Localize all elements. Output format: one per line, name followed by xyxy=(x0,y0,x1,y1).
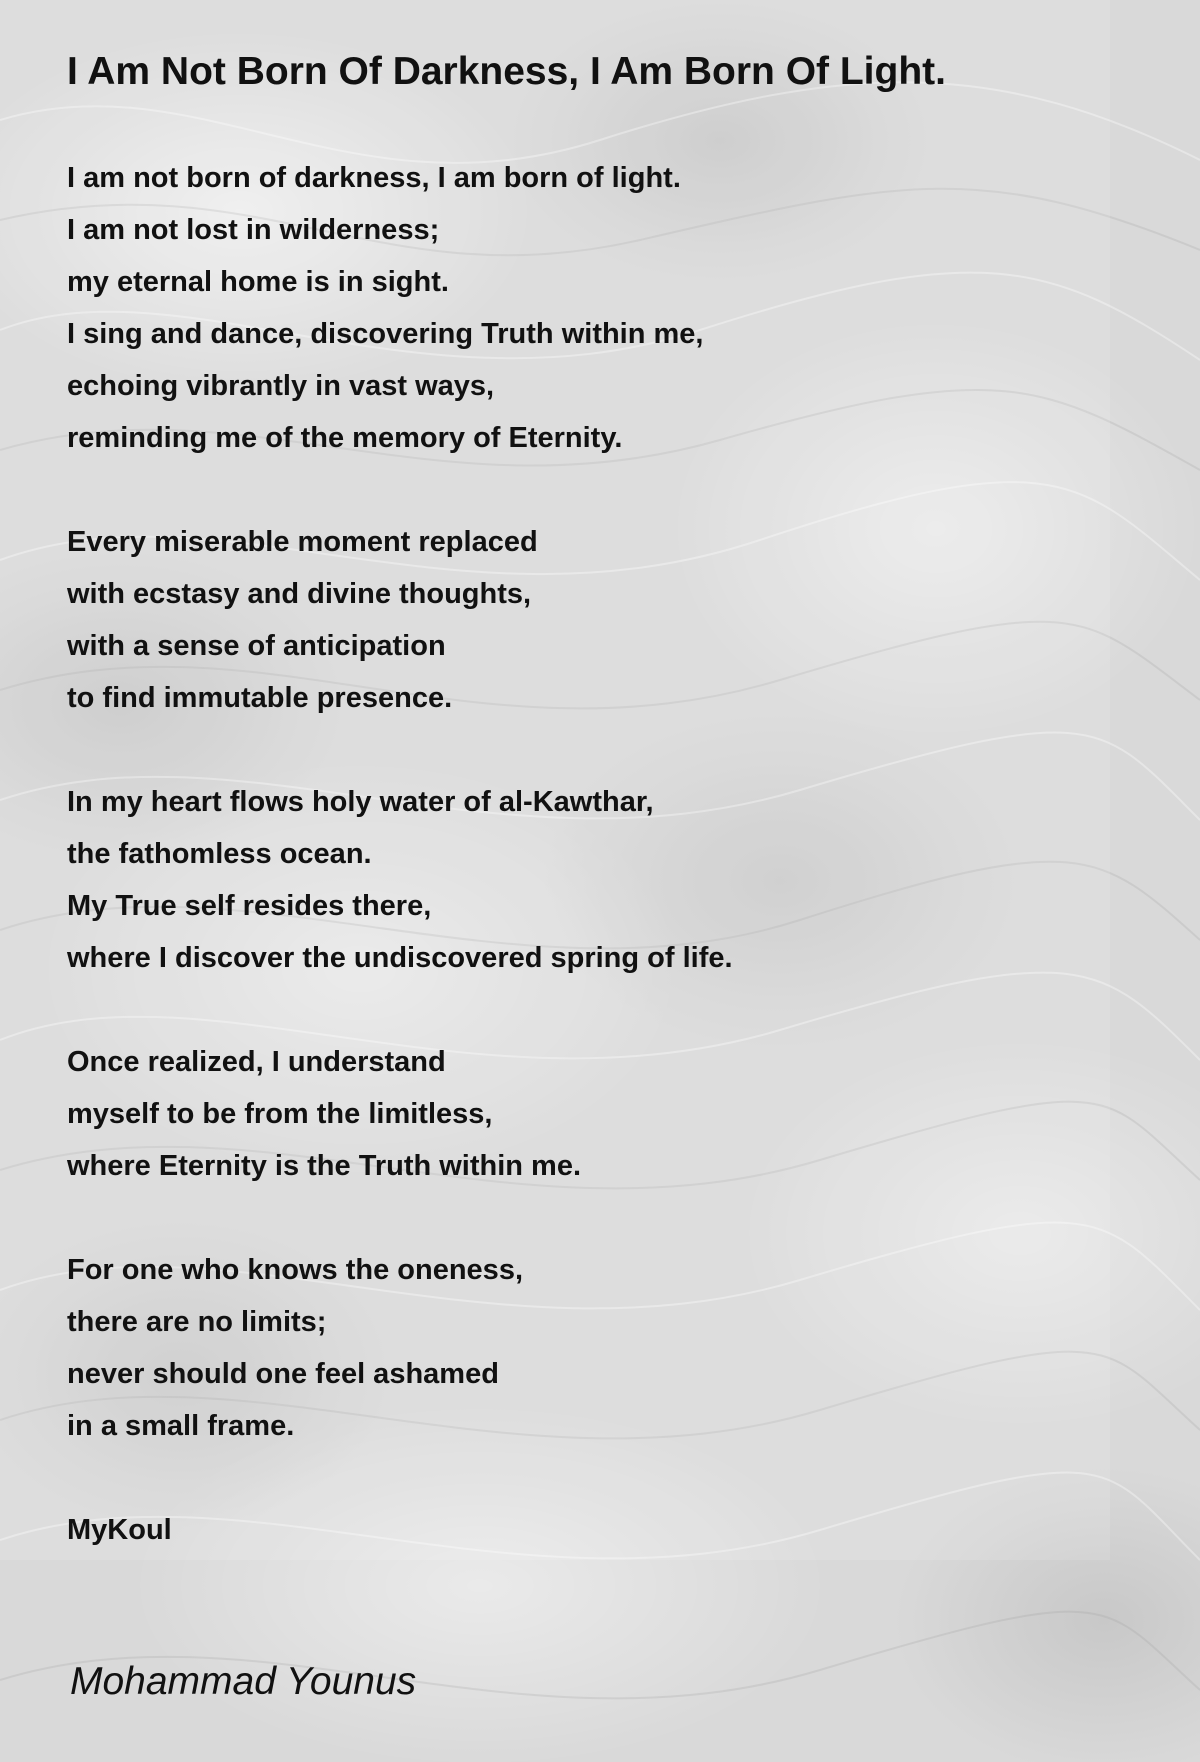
poem-title: I Am Not Born Of Darkness, I Am Born Of Light. xyxy=(67,50,946,93)
poem-line: in a small frame. xyxy=(67,1410,295,1442)
poem-line: echoing vibrantly in vast ways, xyxy=(67,370,495,402)
poem-line: the fathomless ocean. xyxy=(67,838,372,870)
poem-line: My True self resides there, xyxy=(67,890,432,922)
poem-line: Once realized, I understand xyxy=(67,1046,446,1078)
poem-line: my eternal home is in sight. xyxy=(67,266,449,298)
poem-signature: MyKoul xyxy=(67,1514,172,1546)
poem-line: where Eternity is the Truth within me. xyxy=(67,1150,582,1182)
poem-line: For one who knows the oneness, xyxy=(67,1254,523,1286)
poem-line: there are no limits; xyxy=(67,1306,327,1338)
stanza xyxy=(67,1036,733,1192)
poem-line: I sing and dance, discovering Truth within me, xyxy=(67,318,704,350)
poem-line: I am not lost in wilderness; xyxy=(67,214,440,246)
poem-line: I am not born of darkness, I am born of light. xyxy=(67,162,681,194)
poem-line: myself to be from the limitless, xyxy=(67,1098,493,1130)
poem-line: In my heart flows holy water of al-Kawthar, xyxy=(67,786,654,818)
poem-line: with a sense of anticipation xyxy=(67,630,446,662)
poem-body xyxy=(67,152,733,1556)
stanza xyxy=(67,776,733,984)
poem-line: where I discover the undiscovered spring of life. xyxy=(67,942,733,974)
stanza xyxy=(67,1244,733,1452)
poem-line: Every miserable moment replaced xyxy=(67,526,538,558)
poem-line: reminding me of the memory of Eternity. xyxy=(67,422,623,454)
stanza xyxy=(67,152,733,464)
author-name: Mohammad Younus xyxy=(70,1660,417,1703)
poem-line: never should one feel ashamed xyxy=(67,1358,499,1390)
poem-line: to find immutable presence. xyxy=(67,682,453,714)
stanza xyxy=(67,516,733,724)
poem-line: with ecstasy and divine thoughts, xyxy=(67,578,532,610)
